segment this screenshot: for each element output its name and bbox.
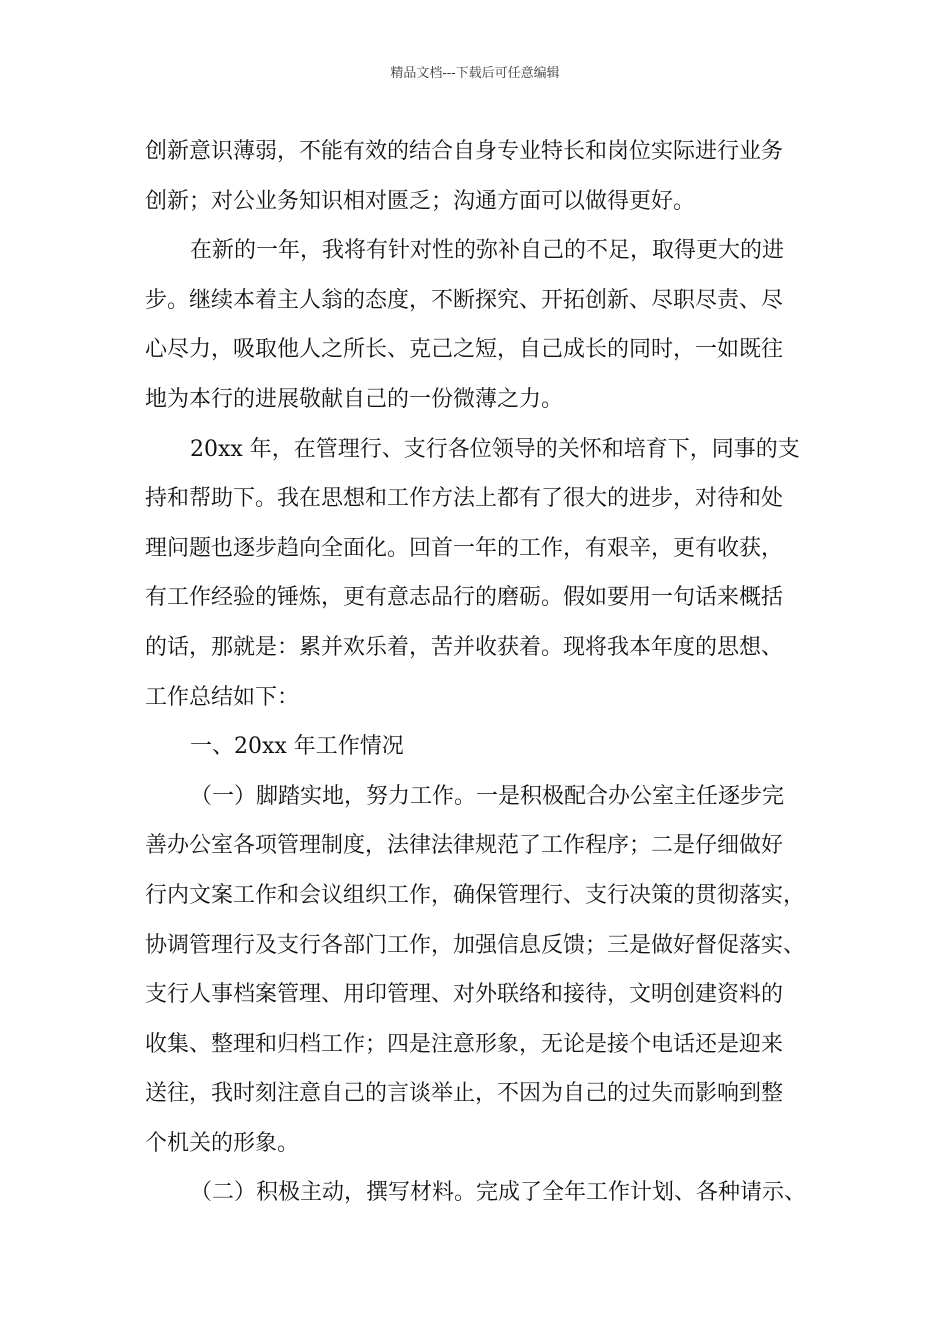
text-line: 支行人事档案管理、用印管理、对外联络和接待，文明创建资料的 xyxy=(145,982,784,1008)
text-line: 协调管理行及支行各部门工作，加强信息反馈；三是做好督促落实、 xyxy=(145,932,806,958)
text-line: 的话，那就是：累并欢乐着，苦并收获着。现将我本年度的思想、 xyxy=(145,634,784,660)
text-line: 在新的一年，我将有针对性的弥补自己的不足，取得更大的进 xyxy=(190,238,785,264)
text-line: 送往，我时刻注意自己的言谈举止，不因为自己的过失而影响到整 xyxy=(145,1081,784,1107)
text-line: 收集、整理和归档工作；四是注意形象，无论是接个电话还是迎来 xyxy=(145,1031,784,1057)
text-line: 20xx 年，在管理行、支行各位领导的关怀和培育下，同事的支 xyxy=(190,436,800,462)
text-line: 理问题也逐步趋向全面化。回首一年的工作，有艰辛，更有收获， xyxy=(145,535,784,561)
text-line: 善办公室各项管理制度，法律法律规范了工作程序；二是仔细做好 xyxy=(145,833,784,859)
text-line: （二）积极主动，撰写材料。完成了全年工作计划、各种请示、 xyxy=(190,1180,807,1206)
text-line: 心尽力，吸取他人之所长、克己之短，自己成长的同时，一如既往 xyxy=(145,337,784,363)
text-line: 工作总结如下： xyxy=(145,684,300,710)
text-line: 地为本行的进展敬献自己的一份微薄之力。 xyxy=(145,386,564,412)
text-line: 创新；对公业务知识相对匮乏；沟通方面可以做得更好。 xyxy=(145,188,696,214)
page-header: 精品文档---下载后可任意编辑 xyxy=(390,66,560,81)
text-line: 持和帮助下。我在思想和工作方法上都有了很大的进步，对待和处 xyxy=(145,486,784,512)
text-line: 有工作经验的锤炼，更有意志品行的磨砺。假如要用一句话来概括 xyxy=(145,585,784,611)
text-line: 步。继续本着主人翁的态度，不断探究、开拓创新、尽职尽责、尽 xyxy=(145,287,784,313)
document-body xyxy=(145,127,825,1218)
text-line: （一）脚踏实地，努力工作。一是积极配合办公室主任逐步完 xyxy=(190,783,785,809)
text-line: 个机关的形象。 xyxy=(145,1130,300,1156)
section-heading: 一、20xx 年工作情况 xyxy=(190,734,404,760)
text-line: 行内文案工作和会议组织工作，确保管理行、支行决策的贯彻落实， xyxy=(145,882,806,908)
text-line: 创新意识薄弱，不能有效的结合自身专业特长和岗位实际进行业务 xyxy=(145,139,784,164)
